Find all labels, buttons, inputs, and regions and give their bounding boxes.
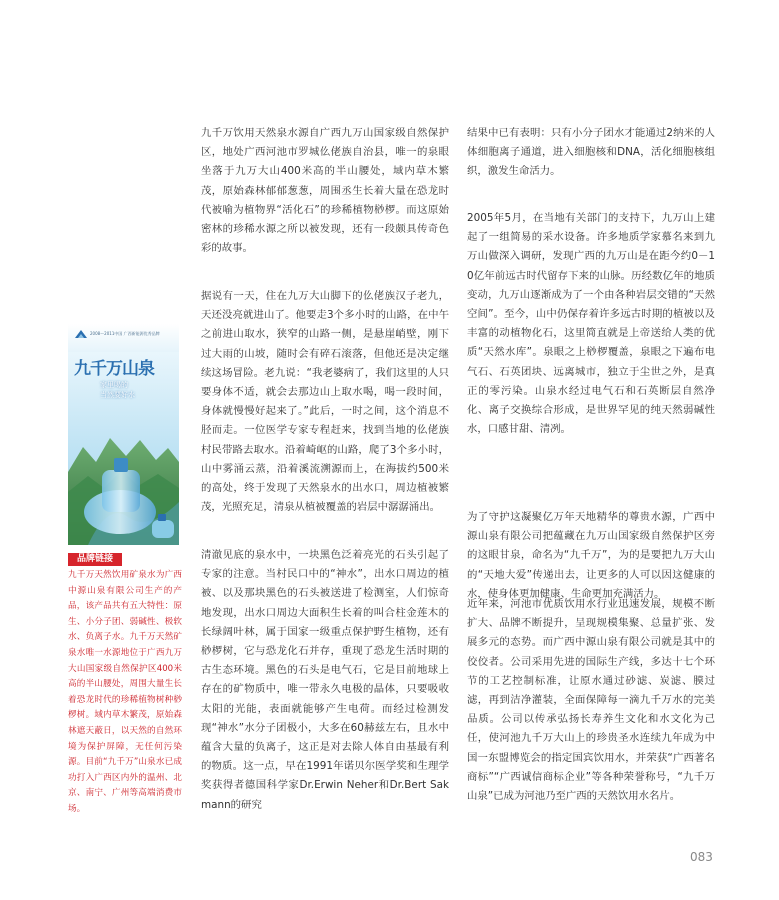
col1-paragraph-1: 九千万饮用天然泉水源自广西九万山国家级自然保护区，地处广西河池市罗城仫佬族自治县，唯一的泉眼坐落于九万大山400米高的半山腰处，域内草木繁茂，原始森林郁郁葱葱，周围丞生长着大量在恐龙时代被喻为植物界“活化石”的珍稀植物桫椤。而这原始密林的珍稀水源之所以被发现，还有一段颇具传奇色彩的故事。: [201, 127, 449, 255]
article-column-1-part-2: [201, 287, 449, 517]
product-ad-image: [68, 324, 179, 545]
col1-paragraph-3: 清澈见底的泉水中，一块黑色泛着亮光的石头引起了专家的注意。当村民口中的“神水”，出水口周边的植被、以及那块黑色的石头被送进了检测室，人们惊奇地发现，出水口周边大面积生长着的叫合柱金莲木的长绿阔叶林，属于国家一级重点保护野生植物，还有桫椤树，它与恐龙化石并存，重现了恐龙生活时期的古生态环境。黑色的石头是电气石，它是目前地球上存在的矿物质中，唯一带永久电极的晶体，只要吸收太阳的光能，表面就能够产生电荷。而经过检测发现“神水”水分子团极小，大多在60赫兹左右，且水中蕴含大量的负离子，这正是对去除人体自由基最有利的物质。这一点，早在1991年诺贝尔医学奖和生理学奖获得者德国科学家Dr.Erwin Neher和Dr.Bert Sakmann的研究: [201, 549, 449, 811]
col1-paragraph-2: 据说有一天，住在九万大山脚下的仫佬族汉子老九，天还没亮就进山了。他要走3个多小时的山路，在中午之前进山取水，狭窄的山路一侧，是悬崖峭壁，刚下过大雨的山坡，随时会有碎石滚落，但他还是决定继续这场冒险。老九说：“我老婆病了，我们这里的人只要身体不适，就会去那边山上取水喝，喝一段时间，身体就慢慢好起来了。”此后，一时之间，这个消息不胫而走。一位医学专家专程赶来，找到当地的仫佬族村民带路去取水。沿着崎岖的山路，爬了3个多小时，山中雾涌云蒸，沿着溪流溯源而上，在海拔约500米的高处，终于发现了天然泉水的出水口，周边植被繁茂，光照充足，清泉从植被覆盖的岩层中潺潺涌出。: [201, 290, 449, 514]
ad-slogan-line-2: 当然要好水: [100, 391, 135, 399]
article-column-2: [467, 124, 715, 182]
page-number: 083: [690, 850, 713, 864]
ad-header: [68, 324, 179, 352]
col2-paragraph-4: 近年来，河池市优质饮用水行业迅速发展，规模不断扩大、品牌不断提升，呈现规模集聚、总量扩张、发展多元的态势。而广西中源山泉有限公司就是其中的佼佼者。公司采用先进的国际生产线，多达十七个环节的工艺控制标准，让原水通过砂滤、炭滤、膜过滤，再到洁净灌装，全面保障每一滴九千万水的完美品质。公司以传承弘扬长寿养生文化和水文化为己任，使河池九千万大山上的珍贵圣水连续九年成为中国一东盟博览会的指定国宾饮用水，并荣获“广西著名商标”“广西诚信商标企业”等各种荣誉称号，“九千万山泉”已成为河池乃至广西的天然饮用水名片。: [467, 598, 715, 803]
col2-paragraph-3: 为了守护这凝聚亿万年天地精华的尊贵水源，广西中源山泉有限公司把蕴藏在九万山国家级自然保护区旁的这眼甘泉，命名为“九千万”，为的是要把九万大山的“天地大爱”传递出去，让更多的人可以因这健康的水，使身体更加健康、生命更加充满活力。: [467, 511, 715, 600]
ad-brand-name: 九千万山泉: [74, 359, 154, 379]
article-column-1: [201, 124, 449, 258]
brand-link-text: 九千万天然饮用矿泉水为广西中源山泉有限公司生产的产品，该产品共有五大特性：原生、小分子团、弱碱性、极软水、负离子水。九千万天然矿泉水唯一水源地位于广西九万大山国家级自然保护区400米高的半山腰处，周围大量生长着恐龙时代的珍稀植物树种桫椤树。域内草木繁茂，原始森林遮天蔽日，以天然的自然环境为保护屏障，无任何污染源。目前“九千万”山泉水已成功打入广西区内外的温州、北京、南宁、广州等高端消费市场。: [68, 570, 182, 814]
col2-paragraph-2: 2005年5月，在当地有关部门的支持下，九万山上建起了一组简易的采水设备。许多地质学家慕名来到九万山做深入调研，发现广西的九万山是在距今约0－10亿年前远古时代留存下来的山脉。历经数亿年的地质变动，九万山逐渐成为了一个由各种岩层交错的“天然空间”。至今，山中仍保存着许多远古时期的植被以及丰富的动植物化石，这里简直就是上帝送给人类的优质“天然水库”。泉眼之上桫椤覆盖，泉眼之下遍布电气石、石英团块、远离城市，独立于尘世之外，是真正的零污染。山泉水经过电气石和石英断层自然净化、离子交换综合形成，是世界罕见的纯天然弱碱性水，口感甘甜、清冽。: [467, 212, 715, 436]
ad-slogan-line-1: 家里喝的: [100, 381, 128, 389]
brand-link-label: 品牌链接: [68, 553, 122, 566]
article-column-2-part-3: [467, 508, 715, 604]
ad-logo-icon: [74, 329, 88, 339]
col2-paragraph-1: 结果中已有表明：只有小分子团水才能通过2纳米的人体细胞离子通道，进入细胞核和DNA，活化细胞核组织，激发生命活力。: [467, 127, 715, 178]
article-column-1-part-3: [201, 546, 449, 815]
article-column-2-part-4: [467, 595, 715, 806]
article-column-2-part-2: [467, 209, 715, 439]
ad-tiny-text: 2008～2011中国 广西新能源优秀品牌: [90, 331, 160, 336]
